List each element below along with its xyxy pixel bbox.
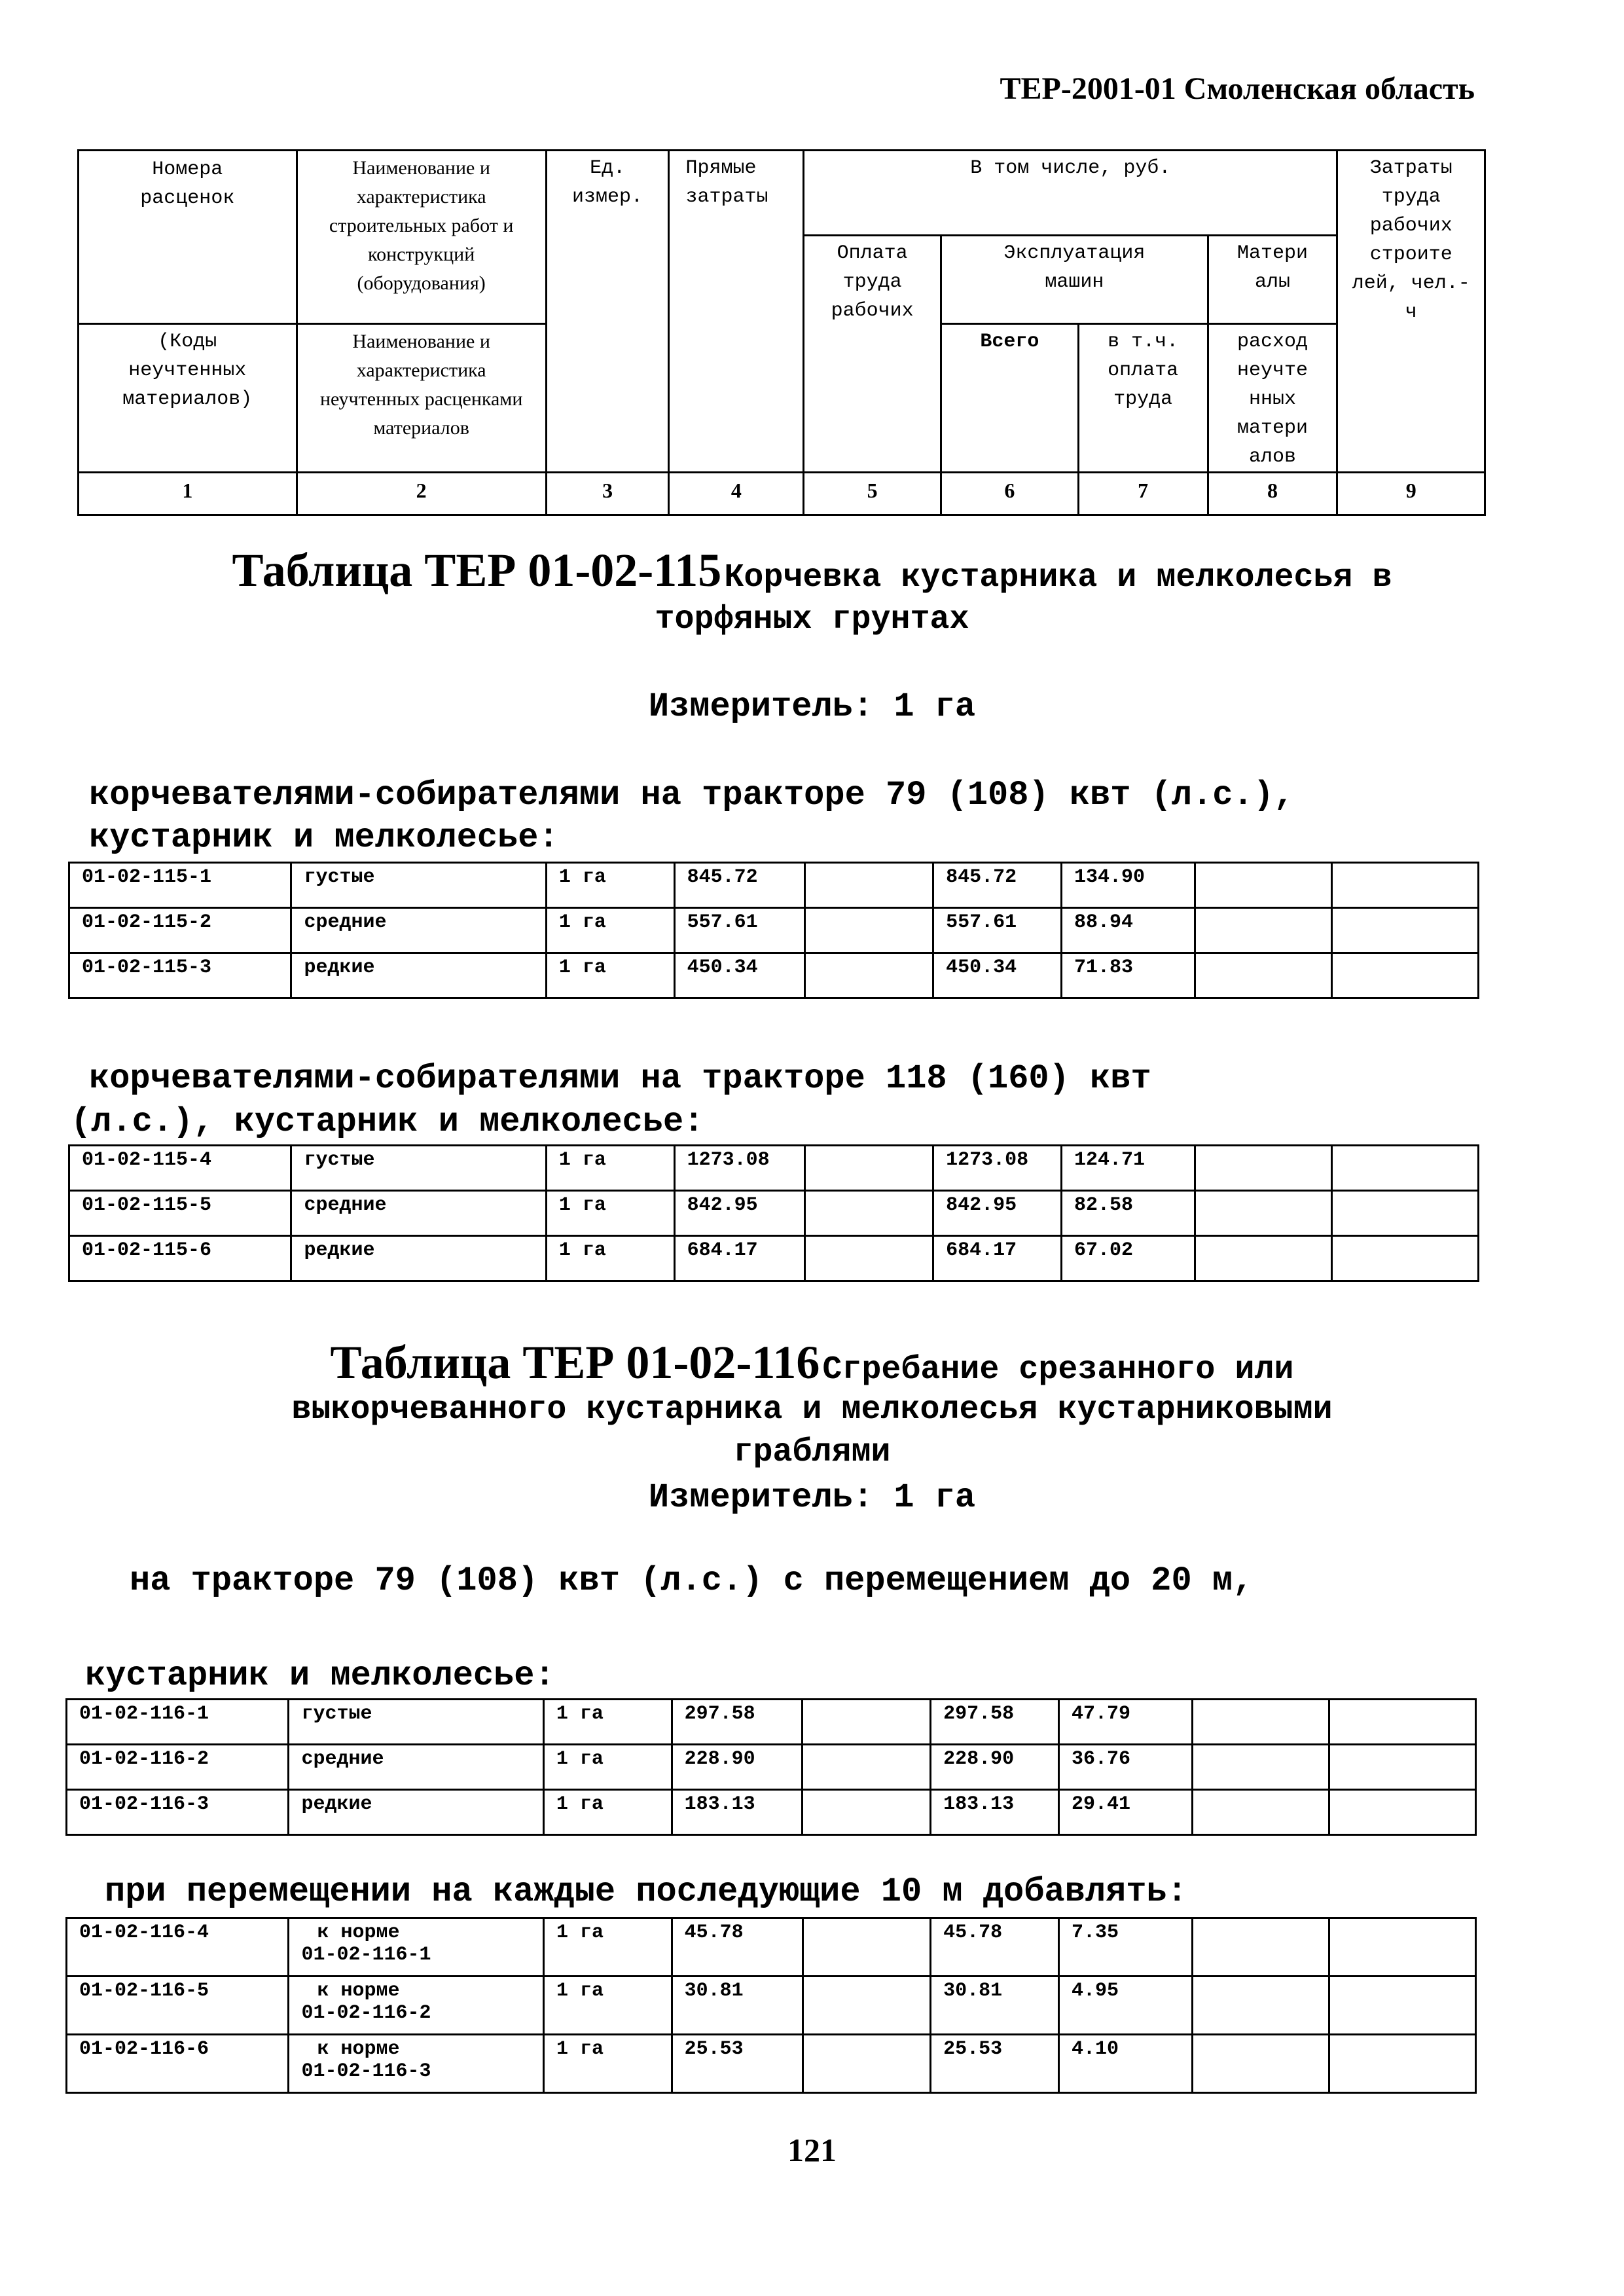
- col2-bottom-header: Наименование и характеристика неучтенных расценками материалов: [297, 324, 546, 473]
- table-row: [69, 863, 1479, 908]
- cell-direct: 1273.08: [674, 1146, 805, 1191]
- table-row: [67, 1918, 1476, 1977]
- cell-materials: [1192, 2035, 1329, 2093]
- cell-pay: [805, 1236, 933, 1281]
- cell-direct: 450.34: [674, 953, 805, 998]
- cell-machines: 183.13: [931, 1790, 1059, 1835]
- cell-machines: 228.90: [931, 1745, 1059, 1790]
- cell-pay: [805, 908, 933, 953]
- table115-title: [0, 543, 1624, 598]
- col8-top-header: Матери алы: [1208, 236, 1337, 324]
- cell-labor: [1329, 1977, 1476, 2035]
- cell-unit: 1 га: [543, 2035, 672, 2093]
- cell-machines: 557.61: [933, 908, 1062, 953]
- page-number: 121: [787, 2132, 837, 2168]
- table116-title: [0, 1336, 1624, 1390]
- document-header: ТЕР-2001-01 Смоленская область: [1000, 71, 1475, 106]
- cell-direct: 228.90: [672, 1745, 803, 1790]
- cell-materials: [1195, 1236, 1332, 1281]
- cell-direct: 842.95: [674, 1191, 805, 1236]
- cell-name-line1: к норме: [317, 2038, 400, 2060]
- cell-labor: [1332, 863, 1479, 908]
- cell-mach-pay: 67.02: [1061, 1236, 1195, 1281]
- cell-name-line2: 01-02-116-1: [301, 1944, 431, 1966]
- cell-pay: [803, 1745, 931, 1790]
- cell-materials: [1195, 953, 1332, 998]
- cell-name: редкие: [291, 1236, 546, 1281]
- column-header-table: [77, 149, 1486, 516]
- cell-machines: 45.78: [931, 1918, 1059, 1977]
- table-row: [67, 1790, 1476, 1835]
- cell-pay: [805, 1146, 933, 1191]
- cell-mach-pay: 88.94: [1061, 908, 1195, 953]
- col-number: 8: [1208, 473, 1337, 515]
- table116-title-line3: граблями: [733, 1434, 891, 1471]
- cell-code: 01-02-116-6: [67, 2035, 289, 2093]
- cell-name: средние: [291, 908, 546, 953]
- cell-mach-pay: 124.71: [1061, 1146, 1195, 1191]
- cell-pay: [803, 1977, 931, 2035]
- col3-header: Ед. измер.: [546, 151, 669, 473]
- cell-machines: 450.34: [933, 953, 1062, 998]
- cell-name: редкие: [291, 953, 546, 998]
- cell-labor: [1332, 1191, 1479, 1236]
- cell-materials: [1195, 1146, 1332, 1191]
- cell-machines: 25.53: [931, 2035, 1059, 2093]
- table115-section2-rows: [68, 1144, 1479, 1282]
- cell-labor: [1332, 1146, 1479, 1191]
- cell-code: 01-02-116-2: [67, 1745, 289, 1790]
- table-row: [67, 1977, 1476, 2035]
- table-row: [69, 908, 1479, 953]
- cell-direct: 25.53: [672, 2035, 803, 2093]
- table116-title-prefix: Таблица ТЕР 01-02-116: [330, 1336, 820, 1389]
- cell-name: густые: [291, 863, 546, 908]
- cell-labor: [1332, 953, 1479, 998]
- cell-code: 01-02-116-3: [67, 1790, 289, 1835]
- cell-materials: [1192, 1700, 1329, 1745]
- cell-code: 01-02-115-3: [69, 953, 291, 998]
- table115-title-rest: Корчевка кустарника и мелколесья в: [724, 559, 1392, 596]
- cell-pay: [805, 863, 933, 908]
- table-row: [67, 1700, 1476, 1745]
- table115-section1-heading-line2: кустарник и мелколесье:: [89, 818, 559, 857]
- table-row: [67, 2035, 1476, 2093]
- cell-name: [289, 2035, 543, 2093]
- cell-code: 01-02-115-5: [69, 1191, 291, 1236]
- cell-code: 01-02-115-2: [69, 908, 291, 953]
- cell-direct: 297.58: [672, 1700, 803, 1745]
- table-row: [69, 1191, 1479, 1236]
- cell-pay: [803, 1700, 931, 1745]
- cell-unit: 1 га: [543, 1977, 672, 2035]
- cell-mach-pay: 47.79: [1058, 1700, 1192, 1745]
- col5-header: Оплата труда рабочих: [804, 236, 941, 473]
- cell-materials: [1192, 1745, 1329, 1790]
- col-number: 9: [1337, 473, 1485, 515]
- cell-unit: 1 га: [546, 1236, 674, 1281]
- cell-name: средние: [289, 1745, 543, 1790]
- cell-name: средние: [291, 1191, 546, 1236]
- col-number: 6: [941, 473, 1079, 515]
- cell-direct: 845.72: [674, 863, 805, 908]
- cell-unit: 1 га: [543, 1700, 672, 1745]
- table115-section2-heading: корчевателями-собирателями на тракторе 118 (160) квт: [89, 1059, 1151, 1098]
- cell-mach-pay: 4.10: [1058, 2035, 1192, 2093]
- col-number: 4: [669, 473, 804, 515]
- cell-labor: [1332, 1236, 1479, 1281]
- cell-direct: 45.78: [672, 1918, 803, 1977]
- col9-header: Затраты труда рабочих строите лей, чел.-ч: [1337, 151, 1485, 473]
- cell-unit: 1 га: [546, 908, 674, 953]
- cell-name-line1: к норме: [317, 1980, 400, 2002]
- cell-name: [289, 1918, 543, 1977]
- cell-mach-pay: 4.95: [1058, 1977, 1192, 2035]
- machines-group-header: Эксплуатация машин: [941, 236, 1208, 324]
- table116-section2-rows: [65, 1917, 1477, 2094]
- cell-unit: 1 га: [546, 1146, 674, 1191]
- cell-labor: [1332, 908, 1479, 953]
- cell-direct: 183.13: [672, 1790, 803, 1835]
- table116-meter: Измеритель: 1 га: [648, 1478, 976, 1517]
- cell-pay: [803, 1918, 931, 1977]
- costs-group-header: В том числе, руб.: [804, 151, 1337, 236]
- cell-mach-pay: 71.83: [1061, 953, 1195, 998]
- cell-materials: [1195, 1191, 1332, 1236]
- cell-mach-pay: 134.90: [1061, 863, 1195, 908]
- cell-name: густые: [289, 1700, 543, 1745]
- cell-materials: [1192, 1918, 1329, 1977]
- cell-labor: [1329, 1745, 1476, 1790]
- cell-labor: [1329, 1790, 1476, 1835]
- cell-direct: 557.61: [674, 908, 805, 953]
- cell-name: густые: [291, 1146, 546, 1191]
- cell-name-line2: 01-02-116-2: [301, 2002, 431, 2024]
- table-row: [69, 953, 1479, 998]
- cell-unit: 1 га: [546, 1191, 674, 1236]
- table115-meter: Измеритель: 1 га: [648, 687, 976, 726]
- cell-name-line1: к норме: [317, 1922, 400, 1944]
- cell-code: 01-02-115-1: [69, 863, 291, 908]
- cell-unit: 1 га: [546, 863, 674, 908]
- col-number: 2: [297, 473, 546, 515]
- cell-direct: 684.17: [674, 1236, 805, 1281]
- cell-materials: [1192, 1790, 1329, 1835]
- cell-materials: [1195, 863, 1332, 908]
- cell-unit: 1 га: [543, 1918, 672, 1977]
- cell-labor: [1329, 2035, 1476, 2093]
- cell-name: редкие: [289, 1790, 543, 1835]
- table115-section1-rows: [68, 862, 1479, 999]
- cell-labor: [1329, 1918, 1476, 1977]
- col-number: 5: [804, 473, 941, 515]
- col7-header: в т.ч. оплата труда: [1078, 324, 1208, 473]
- table-row: [69, 1146, 1479, 1191]
- cell-mach-pay: 7.35: [1058, 1918, 1192, 1977]
- table116-title-line2: выкорчеванного кустарника и мелколесья кустарниковыми: [291, 1391, 1333, 1429]
- table116-section1-rows: [65, 1698, 1477, 1836]
- cell-code: 01-02-116-1: [67, 1700, 289, 1745]
- table-row: [67, 1745, 1476, 1790]
- col-number: 3: [546, 473, 669, 515]
- cell-machines: 30.81: [931, 1977, 1059, 2035]
- cell-code: 01-02-116-4: [67, 1918, 289, 1977]
- col1-bottom-header: (Коды неучтенных материалов): [79, 324, 297, 473]
- cell-machines: 842.95: [933, 1191, 1062, 1236]
- col-number: 1: [79, 473, 297, 515]
- cell-name-line2: 01-02-116-3: [301, 2060, 431, 2083]
- col4-header: Прямые затраты: [669, 151, 804, 473]
- col-number: 7: [1078, 473, 1208, 515]
- cell-materials: [1195, 908, 1332, 953]
- cell-code: 01-02-116-5: [67, 1977, 289, 2035]
- cell-machines: 845.72: [933, 863, 1062, 908]
- table-row: [69, 1236, 1479, 1281]
- cell-mach-pay: 29.41: [1058, 1790, 1192, 1835]
- cell-unit: 1 га: [546, 953, 674, 998]
- cell-mach-pay: 36.76: [1058, 1745, 1192, 1790]
- cell-machines: 297.58: [931, 1700, 1059, 1745]
- table116-section1-heading-line2: кустарник и мелколесье:: [85, 1656, 555, 1695]
- cell-pay: [803, 1790, 931, 1835]
- table116-section1-heading: на тракторе 79 (108) квт (л.с.) с перемещением до 20 м,: [130, 1561, 1254, 1600]
- cell-code: 01-02-115-6: [69, 1236, 291, 1281]
- cell-pay: [803, 2035, 931, 2093]
- cell-code: 01-02-115-4: [69, 1146, 291, 1191]
- cell-machines: 1273.08: [933, 1146, 1062, 1191]
- col1-top-header: Номера расценок: [79, 151, 297, 324]
- cell-name: [289, 1977, 543, 2035]
- cell-pay: [805, 953, 933, 998]
- cell-unit: 1 га: [543, 1790, 672, 1835]
- table115-section1-heading: корчевателями-собирателями на тракторе 79 (108) квт (л.с.),: [89, 776, 1295, 814]
- table115-title-line2: торфяных грунтах: [655, 601, 969, 638]
- cell-pay: [805, 1191, 933, 1236]
- table115-section2-heading-line2: (л.с.), кустарник и мелколесье:: [71, 1102, 704, 1141]
- cell-mach-pay: 82.58: [1061, 1191, 1195, 1236]
- col8-bottom-header: расход неучте нных матери алов: [1208, 324, 1337, 473]
- cell-direct: 30.81: [672, 1977, 803, 2035]
- table116-section2-heading: при перемещении на каждые последующие 10 м добавлять:: [105, 1872, 1187, 1911]
- cell-machines: 684.17: [933, 1236, 1062, 1281]
- col2-top-header: Наименование и характеристика строительных работ и конструкций (оборудования): [297, 151, 546, 324]
- cell-materials: [1192, 1977, 1329, 2035]
- table116-title-rest: Сгребание срезанного или: [822, 1351, 1294, 1389]
- table115-title-prefix: Таблица ТЕР 01-02-115: [232, 544, 722, 596]
- cell-unit: 1 га: [543, 1745, 672, 1790]
- col6-header: Всего: [941, 324, 1079, 473]
- cell-labor: [1329, 1700, 1476, 1745]
